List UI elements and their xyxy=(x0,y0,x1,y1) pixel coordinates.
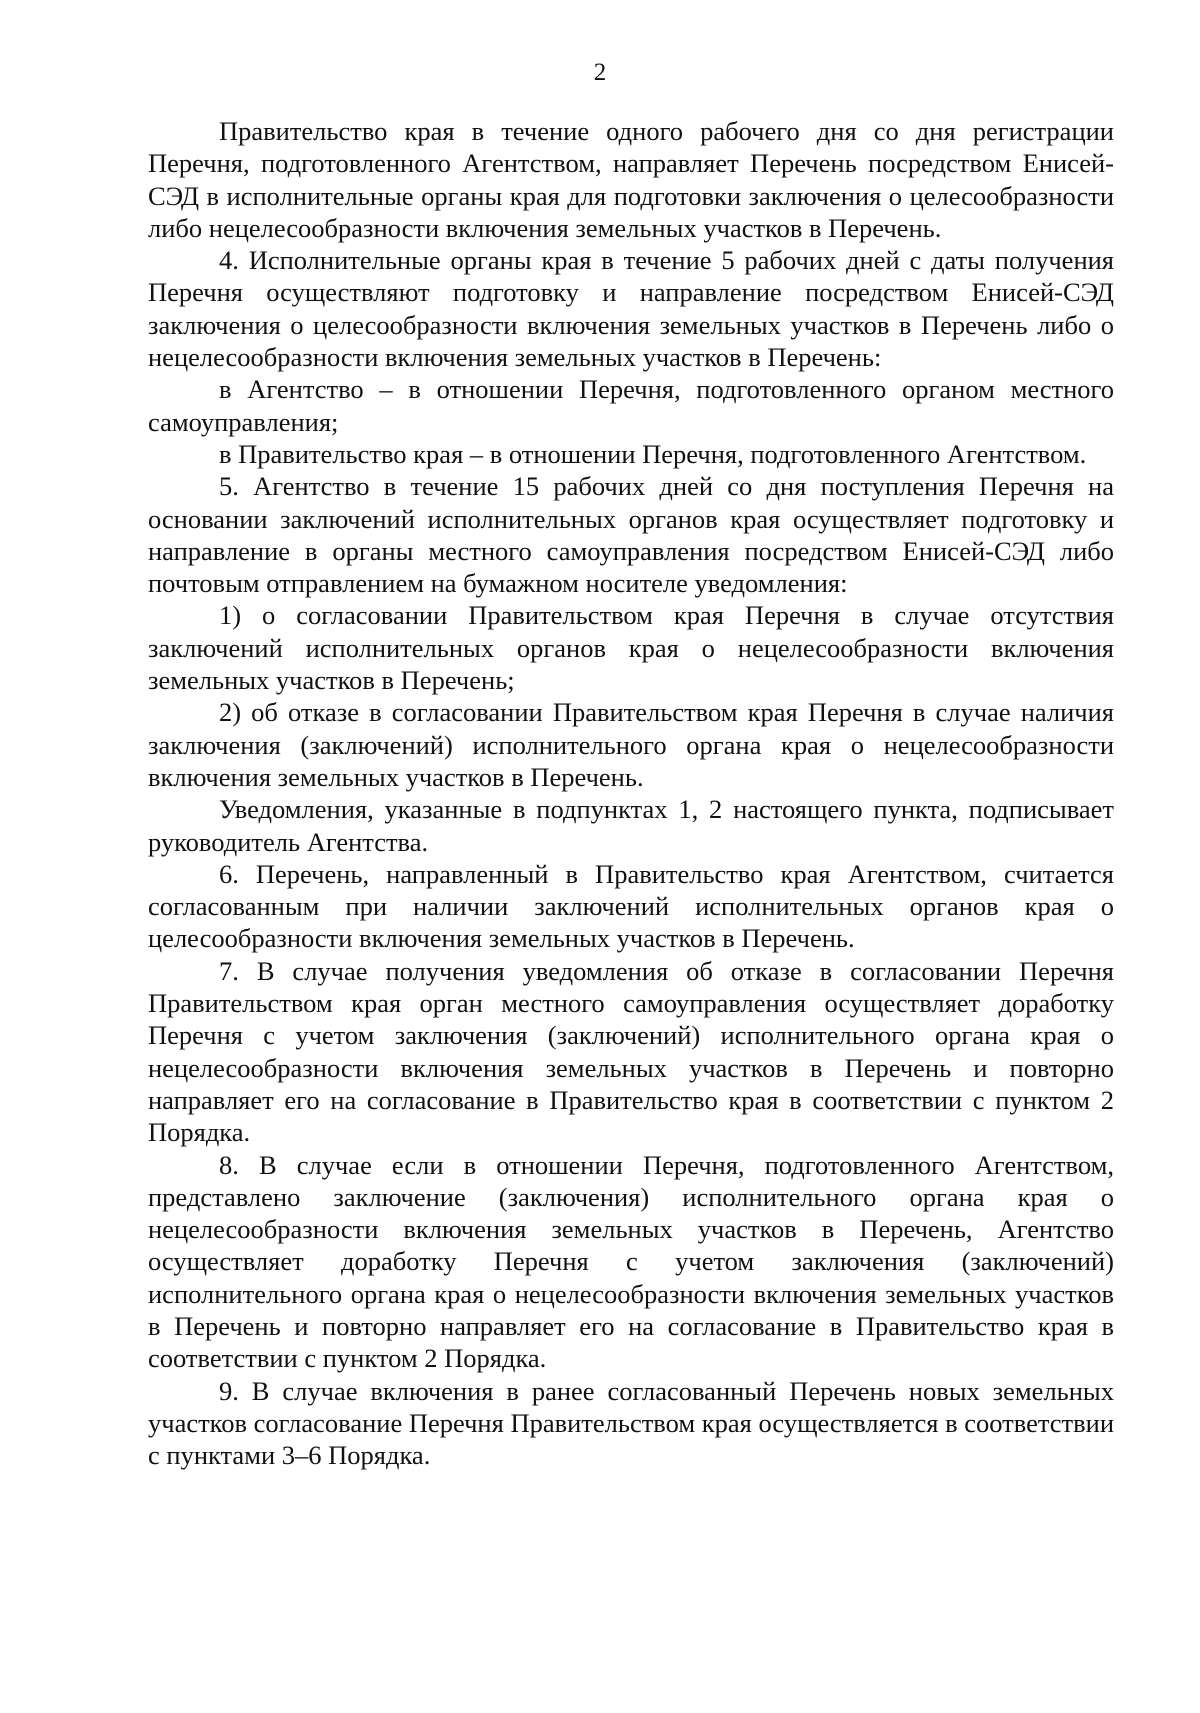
paragraph-item-4-government: в Правительство края – в отношении Перечня, подготовленного Агентством. xyxy=(219,438,1087,469)
page-number: 2 xyxy=(593,59,607,86)
document-body xyxy=(148,115,1114,1471)
paragraph-item-5-signature-note: Уведомления, указанные в подпунктах 1, 2 настоящего пункта, подписывает руководитель Агентства. xyxy=(148,794,1114,857)
paragraph-item-5-subitem-2: 2) об отказе в согласовании Правительством края Перечня в случае наличия заключения (заключений) исполнительного органа края о нецелесообразности включения земельных участков в Перечень. xyxy=(148,697,1114,792)
paragraph-item-7: 7. В случае получения уведомления об отказе в согласовании Перечня Правительством края орган местного самоуправления осуществляет доработку Перечня с учетом заключения (заключений) исполнительного органа края о нецелесообразности включения земельных участков в Перечень и повторно направляет его на согласование в Правительство края в соответствии с пунктом 2 Порядка. xyxy=(148,955,1114,1148)
paragraph-item-9: 9. В случае включения в ранее согласованный Перечень новых земельных участков согласование Перечня Правительством края осуществляется в соответствии с пунктами 3–6 Порядка. xyxy=(148,1375,1114,1471)
paragraph-item-4: 4. Исполнительные органы края в течение 5 рабочих дней с даты получения Перечня осуществляют подготовку и направление посредством Енисей-СЭД заключения о целесообразности включения земельных участков в Перечень либо о нецелесообразности включения земельных участков в Перечень: xyxy=(148,245,1114,373)
paragraph-item-6: 6. Перечень, направленный в Правительство края Агентством, считается согласованным при наличии заключений исполнительных органов края о целесообразности включения земельных участков в Перечень. xyxy=(148,858,1114,954)
paragraph-item-5-subitem-1: 1) о согласовании Правительством края Перечня в случае отсутствия заключений исполнительных органов края о нецелесообразности включения земельных участков в Перечень; xyxy=(148,600,1114,696)
paragraph-item-8: 8. В случае если в отношении Перечня, подготовленного Агентством, представлено заключение (заключения) исполнительного органа края о нецелесообразности включения земельных участков в Перечень, Агентство осуществляет доработку Перечня с учетом заключения (заключений) исполнительного органа края о нецелесообразности включения земельных участков в Перечень и повторно направляет его на согласование в Правительство края в соответствии с пунктом 2 Порядка. xyxy=(148,1149,1114,1374)
paragraph-item-4-agency: в Агентство – в отношении Перечня, подготовленного органом местного самоуправления; xyxy=(148,374,1114,437)
paragraph-intro: Правительство края в течение одного рабочего дня со дня регистрации Перечня, подготовленного Агентством, направляет Перечень посредством Енисей-СЭД в исполнительные органы края для подготовки заключения о целесообразности либо нецелесообразности включения земельных участков в Перечень. xyxy=(148,116,1114,243)
paragraph-item-5: 5. Агентство в течение 15 рабочих дней со дня поступления Перечня на основании заключений исполнительных органов края осуществляет подготовку и направление в органы местного самоуправления посредством Енисей-СЭД либо почтовым отправлением на бумажном носителе уведомления: xyxy=(148,471,1114,599)
